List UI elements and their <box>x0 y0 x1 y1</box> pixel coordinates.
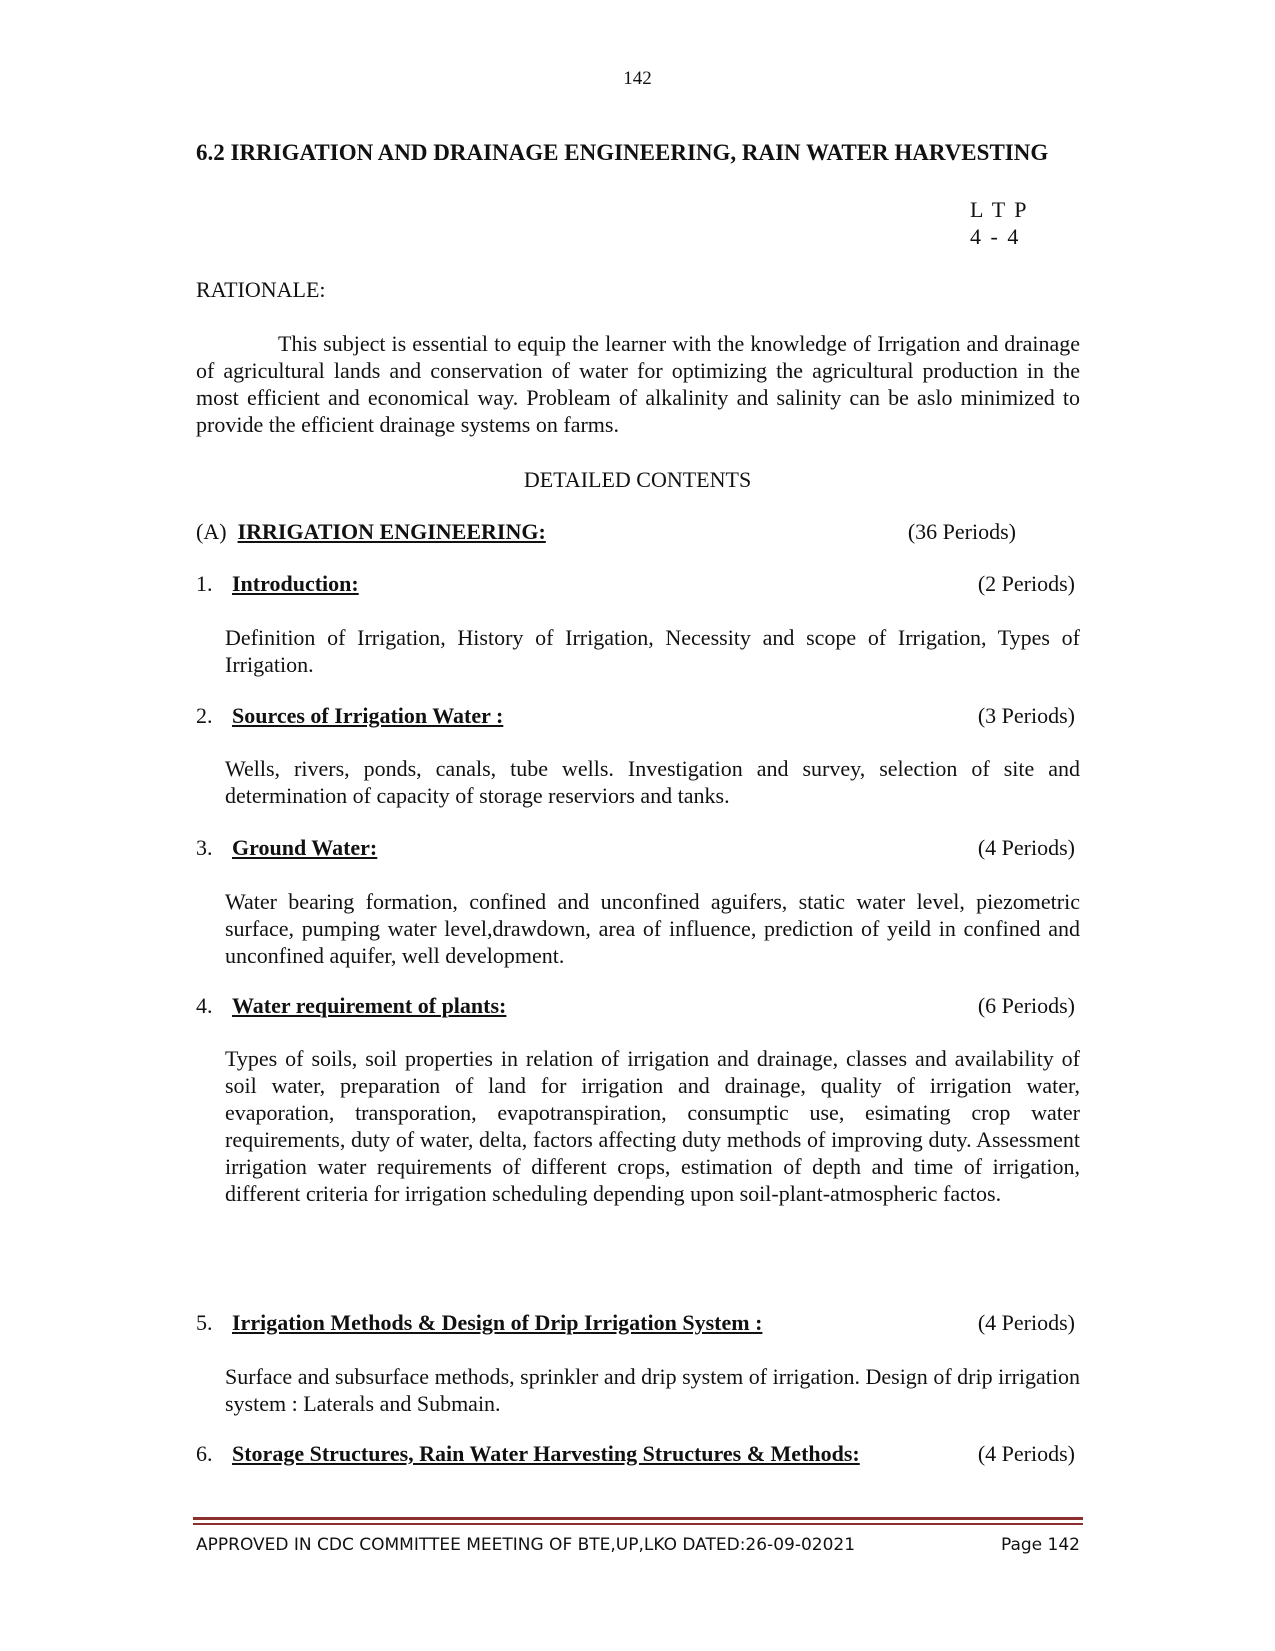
section-title: Sources of Irrigation Water : <box>232 703 504 728</box>
page-number: 142 <box>623 68 652 89</box>
section-heading <box>196 1310 1080 1338</box>
section-heading <box>196 993 1080 1021</box>
footer-divider <box>193 1517 1083 1520</box>
section-title: Ground Water: <box>232 835 378 860</box>
section-periods: (6 Periods) <box>977 993 1075 1018</box>
section-text: Definition of Irrigation, History of Irrigation, Necessity and scope of Irrigation, Types of Irrigation. <box>225 625 1080 677</box>
section-number: 4. <box>196 993 213 1018</box>
section-number: 6. <box>196 1441 213 1466</box>
section-periods: (4 Periods) <box>977 835 1075 860</box>
section-periods: (2 Periods) <box>977 571 1075 596</box>
section-number: 2. <box>196 703 213 728</box>
part-a-label <box>196 519 546 545</box>
ltp-header: L T P <box>970 197 1029 222</box>
footer-page-number: Page 142 <box>1000 1535 1080 1555</box>
part-a-heading <box>196 519 1080 547</box>
section-text: Surface and subsurface methods, sprinkler and drip system of irrigation. Design of drip irrigation system : Laterals and Submain. <box>225 1364 1080 1416</box>
section-periods: (4 Periods) <box>977 1441 1075 1466</box>
detailed-contents-heading: DETAILED CONTENTS <box>523 467 752 492</box>
part-a-periods: (36 Periods) <box>907 519 1016 544</box>
section-number: 5. <box>196 1310 213 1335</box>
rationale-heading: RATIONALE: <box>196 277 326 302</box>
section-text: Water bearing formation, confined and unconfined aguifers, static water level, piezometric surface, pumping water level,drawdown, area of influence, prediction of yeild in confined and unconfined aquifer, well development. <box>225 889 1080 968</box>
section-heading <box>196 571 1080 599</box>
section-title: Irrigation Methods & Design of Drip Irrigation System : <box>232 1310 763 1335</box>
section-number: 1. <box>196 571 213 596</box>
footer-approval-text: APPROVED IN CDC COMMITTEE MEETING OF BTE,UP,LKO DATED:26-09-02021 <box>196 1535 856 1555</box>
section-periods: (4 Periods) <box>977 1310 1075 1335</box>
section-text: Types of soils, soil properties in relation of irrigation and drainage, classes and availability of soil water, preparation of land for irrigation and drainage, quality of irrigation water, evaporation, transporation, evapotranspiration, consumptic use, esimating crop water requirements, duty of water, delta, factors affecting duty methods of improving duty. Assessment irrigation water requirements of different crops, estimation of depth and time of irrigation, different criteria for irrigation scheduling depending upon soil-plant-atmospheric factos. <box>225 1046 1080 1206</box>
footer-divider <box>193 1523 1083 1525</box>
ltp-values: 4 - 4 <box>970 224 1021 249</box>
rationale-text: This subject is essential to equip the learner with the knowledge of Irrigation and drainage of agricultural lands and conservation of water for optimizing the agricultural production in the most efficient and economical way. Probleam of alkalinity and salinity can be aslo minimized to provide the efficient drainage systems on farms. <box>196 331 1080 437</box>
section-periods: (3 Periods) <box>977 703 1075 728</box>
section-title: Storage Structures, Rain Water Harvesting Structures & Methods: <box>232 1441 860 1466</box>
section-number: 3. <box>196 835 213 860</box>
section-title: Introduction: <box>232 571 359 596</box>
section-text: Wells, rivers, ponds, canals, tube wells. Investigation and survey, selection of site and determination of capacity of storage reserviors and tanks. <box>225 756 1080 808</box>
section-heading <box>196 703 1080 731</box>
part-a-title: IRRIGATION ENGINEERING: <box>237 519 546 544</box>
section-title: Water requirement of plants: <box>232 993 507 1018</box>
section-heading <box>196 1441 1080 1469</box>
part-a-prefix: (A) <box>196 519 227 544</box>
section-heading <box>196 835 1080 863</box>
document-title: 6.2 IRRIGATION AND DRAINAGE ENGINEERING, RAIN WATER HARVESTING <box>196 140 1049 165</box>
